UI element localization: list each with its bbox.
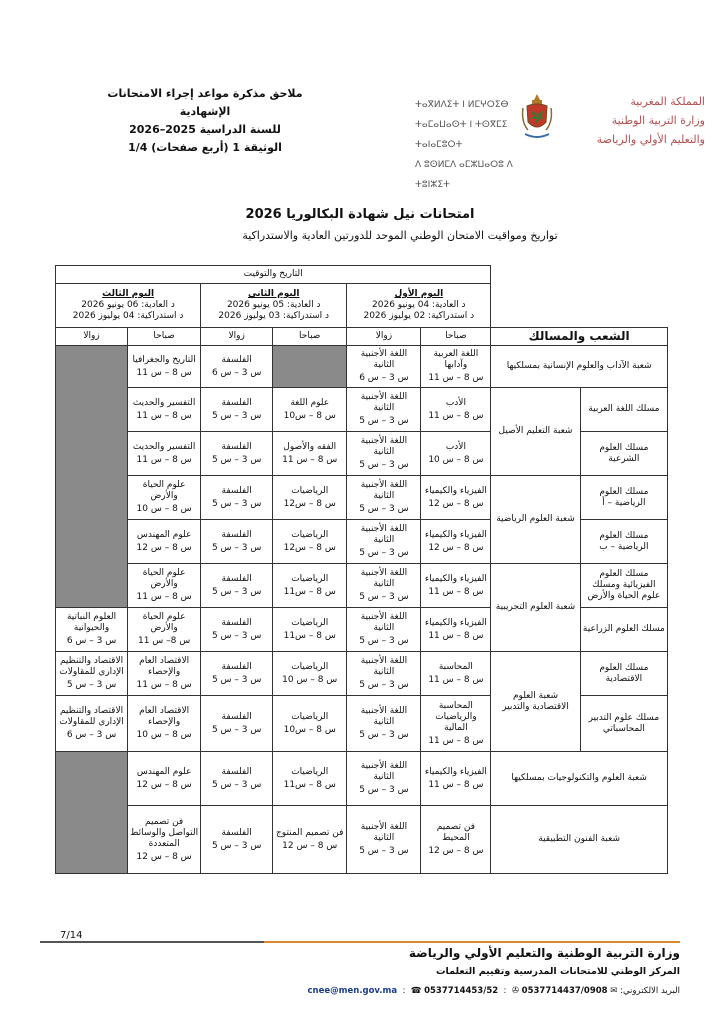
track-name: شعبة الآداب والعلوم الإنسانية بمسلكيها [491, 346, 668, 388]
subject-name: اللغة الأجنبية الثانية [360, 761, 408, 782]
exam-time: س 8 – س 11 [428, 410, 484, 421]
exam-time: س 8 – س 11 [136, 454, 192, 465]
exam-slot [273, 806, 347, 874]
exam-slot [347, 388, 421, 432]
exam-time: س 3 – س 5 [211, 542, 262, 553]
subject-name: الأدب [445, 397, 466, 408]
exam-time: س 3 – س 5 [359, 548, 409, 558]
table-row [56, 388, 668, 432]
exam-slot [421, 432, 491, 476]
fax-number: 0537714437/0908 [521, 986, 608, 996]
day3-afternoon-header: زوالا [56, 328, 128, 346]
subject-name: الاقتصاد والتنظيم الإداري للمقاولات [59, 656, 124, 677]
subject-name: علوم الحياة والأرض [142, 612, 186, 633]
day2-makeup-date: د استدراكية: 03 يوليوز 2026 [218, 311, 330, 321]
exam-time: س 3 – س 5 [211, 724, 262, 735]
exam-time: س 3 – س 5 [359, 592, 409, 602]
exam-time: س 8– س 11 [137, 636, 191, 646]
exam-slot [56, 608, 128, 652]
subject-name: اللغة الأجنبية الثانية [360, 480, 408, 501]
exam-slot [421, 346, 491, 388]
day3-header [56, 284, 201, 328]
subject-name: اللغة الأجنبية الثانية [360, 656, 408, 677]
branch-name: شعبة العلوم التجريبية [491, 564, 580, 652]
subject-name: العلوم النباتية والحيوانية [66, 612, 117, 633]
phone-icon: ☎ [410, 986, 422, 996]
exam-time: س 3 – س 5 [211, 498, 262, 509]
blocked-cell [56, 752, 128, 874]
subject-name: فن تصميم التواصل والوسائط المتعددة [130, 816, 199, 849]
subject-name: الرياضيات [291, 529, 329, 540]
day1-header [347, 284, 491, 328]
day1-name: اليوم الأول [394, 289, 444, 299]
exam-time: س 3 – س 5 [359, 504, 409, 514]
footer-ministry: وزارة التربية الوطنية والتعليم الأولي والرياضة [408, 946, 680, 960]
exam-slot [273, 652, 347, 696]
table-row [56, 564, 668, 608]
subject-name: الرياضيات [291, 573, 329, 584]
exam-time: س 8 – س10 [283, 724, 336, 735]
exam-slot [347, 476, 421, 520]
exam-slot [421, 806, 491, 874]
exam-slot [347, 520, 421, 564]
exam-slot [128, 432, 201, 476]
exam-time: س 8 – س 11 [136, 410, 192, 421]
subject-name: الفلسفة [221, 827, 252, 838]
subject-name: الرياضيات [291, 661, 329, 672]
subject-name: الفلسفة [221, 573, 252, 584]
exam-time: س 8 – س 12 [136, 851, 192, 862]
tracks-header: الشعب والمسالك [491, 328, 668, 346]
subject-name: الفلسفة [221, 529, 252, 540]
branch-name: شعبة العلوم الاقتصادية والتدبير [491, 652, 580, 752]
subject-name: الفلسفة [221, 397, 252, 408]
exam-slot [347, 608, 421, 652]
subject-name: الاقتصاد والتنظيم الإداري للمقاولات [59, 706, 124, 727]
exam-slot [421, 520, 491, 564]
subject-name: الفيزياء والكيمياء [424, 573, 487, 584]
track-name: مسلك علوم التدبير المحاسباتي [580, 696, 667, 752]
footer-center: المركز الوطني للامتحانات المدرسية وتقييم التعلمات [436, 966, 680, 977]
subject-name: اللغة الأجنبية الثانية [360, 349, 408, 370]
exam-time: س 8 – س 11 [282, 454, 338, 465]
subject-name: التاريخ والجغرافيا [132, 354, 196, 365]
exam-slot [421, 388, 491, 432]
exam-time: س 8 – س10 [283, 410, 336, 421]
exam-slot [128, 476, 201, 520]
exam-time: س 8 – س 11 [428, 373, 484, 383]
subject-name: اللغة الأجنبية الثانية [360, 524, 408, 545]
subject-name: الفلسفة [221, 617, 252, 628]
exam-time: س 8 – س11 [283, 779, 336, 790]
day3-makeup-date: د استدراكية: 04 يوليوز 2026 [72, 311, 184, 321]
email-label: البريد الالكتروني: [620, 986, 680, 996]
page-subtitle: تواريخ ومواقيت الامتحان الوطني الموحد للدورتين العادية والاستدراكية [242, 229, 558, 242]
day1-morning-header: صباحا [421, 328, 491, 346]
exam-time: س 8 – س11 [283, 630, 336, 641]
exam-slot [273, 752, 347, 806]
exam-time: س 8 – س 12 [282, 840, 338, 851]
exam-slot [421, 608, 491, 652]
day2-header [201, 284, 347, 328]
subject-name: الفيزياء والكيمياء [424, 485, 487, 496]
exam-slot [273, 432, 347, 476]
subject-name: الفلسفة [221, 711, 252, 722]
subject-name: التفسير والحديث [132, 441, 196, 452]
subject-name: التفسير والحديث [132, 397, 196, 408]
exam-slot [128, 346, 201, 388]
exam-time: س 3 – س 5 [359, 785, 409, 795]
kingdom-name: المملكة المغربية [630, 95, 705, 108]
exam-slot [273, 388, 347, 432]
page-number: 7/14 [60, 930, 83, 941]
exam-slot [273, 520, 347, 564]
day2-regular-date: د العادية: 05 يونيو 2026 [226, 300, 321, 310]
subject-name: فن تصميم المحيط [436, 822, 475, 843]
blocked-cell [273, 346, 347, 388]
subject-name: اللغة الأجنبية الثانية [360, 436, 408, 457]
exam-time: س 8 – س 12 [428, 542, 484, 553]
track-name: مسلك العلوم الشرعية [580, 432, 667, 476]
exam-slot [201, 806, 273, 874]
exam-time: س 8 – س 11 [136, 592, 192, 602]
ministry-name-line2: والتعليم الأولي والرياضة [596, 133, 705, 146]
subject-name: علوم اللغة [290, 397, 330, 408]
branch-name: شعبة العلوم الرياضية [491, 476, 580, 564]
subject-name: اللغة الأجنبية الثانية [360, 612, 408, 633]
exam-slot [273, 608, 347, 652]
subject-name: علوم الحياة والأرض [142, 568, 186, 589]
subject-name: الرياضيات [291, 766, 329, 777]
subject-name: الرياضيات [291, 617, 329, 628]
exam-slot [273, 476, 347, 520]
exam-slot [201, 432, 273, 476]
exam-time: س 8 – س 10 [282, 674, 338, 685]
subject-name: اللغة الأجنبية الثانية [360, 392, 408, 413]
table-row [56, 346, 668, 388]
subject-name: الفلسفة [221, 661, 252, 672]
subject-name: الاقتصاد العام والإحصاء [139, 706, 190, 727]
date-time-header: التاريخ والتوقيت [56, 266, 491, 284]
subject-name: علوم المهندس [136, 766, 192, 777]
note-title: ملاحق مذكرة مواعد إجراء الامتحانات الإشهادية [107, 87, 303, 118]
subject-name: الاقتصاد العام والإحصاء [139, 656, 190, 677]
day1-makeup-date: د استدراكية: 02 يوليوز 2026 [363, 311, 475, 321]
exam-time: س 8 – س 11 [428, 735, 484, 746]
day1-regular-date: د العادية: 04 يونيو 2026 [372, 300, 466, 310]
exam-time: س 8 – س 11 [428, 674, 484, 685]
track-name: شعبة العلوم والتكنولوجيات بمسلكيها [491, 752, 668, 806]
exam-time: س 3 – س 5 [211, 630, 262, 641]
exam-time: س 3 – س 5 [359, 680, 409, 690]
exam-time: س 8 – س 11 [428, 630, 484, 641]
exam-slot [201, 346, 273, 388]
exam-time: س 8 – س 12 [136, 779, 192, 790]
exam-slot [421, 652, 491, 696]
tifinagh-line3: ⴷ ⵓⵙⵍⵎⴷ ⴰⵎⵣⵡⴰⵔⵓ ⴷ ⵜⵓⵏⵣⵉⵜ [415, 160, 513, 190]
exam-slot [347, 696, 421, 752]
exam-time: س 8 – س 12 [428, 498, 484, 509]
day2-morning-header: صباحا [273, 328, 347, 346]
blank-corner [491, 284, 668, 328]
exam-slot [201, 752, 273, 806]
exam-slot [201, 652, 273, 696]
exam-time: س 3 – س 5 [359, 416, 409, 426]
exam-time: س 8 – س 11 [428, 779, 484, 790]
exam-time: س 3 – س 5 [66, 680, 117, 690]
table-row [56, 652, 668, 696]
exam-slot [201, 564, 273, 608]
exam-time: س 3 – س 5 [211, 586, 262, 597]
track-name: مسلك العلوم الرياضية – أ [580, 476, 667, 520]
subject-name: الرياضيات [291, 711, 329, 722]
exam-slot [201, 388, 273, 432]
exam-slot [347, 752, 421, 806]
exam-time: س 8 – س12 [283, 542, 336, 553]
track-name: شعبة الفنون التطبيقية [491, 806, 668, 874]
moroccan-coat-of-arms-icon [520, 92, 554, 142]
exam-slot [128, 696, 201, 752]
exam-time: س 8 – س 12 [428, 846, 484, 856]
exam-time: س 3 – س 5 [211, 410, 262, 421]
exam-time: س 8 – س11 [283, 586, 336, 597]
email-address[interactable]: cnee@men.gov.ma [307, 986, 398, 996]
exam-slot [201, 520, 273, 564]
exam-slot [421, 696, 491, 752]
table-row [56, 752, 668, 806]
footer-contact: البريد الالكتروني: ✉ cnee@men.gov.ma : ☎ 0537714453/52 : ✇ 0537714437/0908 [307, 986, 680, 996]
exam-slot [128, 608, 201, 652]
exam-time: س 3 – س 5 [211, 779, 262, 790]
subject-name: الفلسفة [221, 766, 252, 777]
exam-slot [273, 564, 347, 608]
exam-time: س 8 – س 11 [428, 586, 484, 597]
note-document: الوثيقة 1 (أربع صفحات) 1/4 [128, 141, 282, 154]
subject-name: المحاسبة [438, 661, 473, 672]
tifinagh-header [415, 95, 520, 195]
day3-name: اليوم الثالث [102, 289, 155, 299]
exam-slot [273, 696, 347, 752]
day2-afternoon-header: زوالا [201, 328, 273, 346]
note-year: للسنة الدراسية 2025–2026 [129, 123, 281, 136]
ministry-header-arabic [555, 92, 705, 149]
exam-slot [128, 752, 201, 806]
footer-rule [40, 941, 680, 943]
subject-name: الفقه والأصول [283, 441, 337, 452]
exam-time: س 8 – س 11 [136, 367, 192, 378]
track-name: مسلك العلوم الفيزيائية ومسلك علوم الحياة والأرض [580, 564, 667, 608]
exam-time: س 8 – س12 [283, 498, 336, 509]
track-name: مسلك العلوم الزراعية [580, 608, 667, 652]
exam-slot [128, 652, 201, 696]
subject-name: الأدب [445, 441, 466, 452]
subject-name: اللغة العربية وآدابها [433, 349, 479, 370]
day2-name: اليوم الثاني [247, 289, 300, 299]
branch-name: شعبة التعليم الأصيل [491, 388, 580, 476]
blank-corner [491, 266, 668, 284]
subject-name: المحاسبة والرياضيات المالية [435, 700, 477, 733]
exam-slot [128, 806, 201, 874]
table-row [56, 476, 668, 520]
exam-time: س 8 – س 10 [428, 454, 484, 465]
exam-slot [347, 432, 421, 476]
day3-morning-header: صباحا [128, 328, 201, 346]
exam-time: س 8 – س 10 [136, 504, 192, 514]
subject-name: اللغة الأجنبية الثانية [360, 568, 408, 589]
subject-name: الفيزياء والكيمياء [424, 529, 487, 540]
exam-slot [56, 696, 128, 752]
exam-slot [201, 476, 273, 520]
tifinagh-line2: ⵜⴰⵎⴰⵡⴰⵙⵜ ⵏ ⵜⵙⴳⵎⵉ ⵜⴰⵏⴰⵎⵓⵔⵜ [415, 120, 508, 150]
day3-regular-date: د العادية: 06 يونيو 2026 [81, 300, 175, 310]
exam-slot [347, 346, 421, 388]
exam-slot [201, 696, 273, 752]
exam-slot [128, 388, 201, 432]
exam-time: س 3 – س 6 [211, 367, 262, 378]
exam-time: س 8 – س 12 [136, 542, 192, 553]
exam-time: س 8 – س 10 [136, 730, 192, 740]
day1-afternoon-header: زوالا [347, 328, 421, 346]
exam-time: س 3 – س 6 [359, 373, 409, 383]
schedule-rows [56, 346, 668, 874]
exam-schedule-table [55, 265, 668, 874]
exam-time: س 3 – س 5 [211, 674, 262, 685]
exam-time: س 3 – س 5 [211, 840, 262, 851]
exam-time: س 8 – س 11 [136, 680, 192, 690]
tifinagh-line1: ⵜⴰⴳⵍⴷⵉⵜ ⵏ ⵍⵎⵖⵔⵉⴱ [415, 100, 509, 110]
exam-slot [128, 520, 201, 564]
exam-slot [347, 652, 421, 696]
page-title: امتحانات نيل شهادة البكالوريا 2026 [245, 207, 475, 222]
exam-time: س 3 – س 5 [359, 730, 409, 740]
track-name: مسلك اللغة العربية [580, 388, 667, 432]
note-reference-block [88, 85, 322, 157]
exam-time: س 3 – س 6 [66, 730, 117, 740]
subject-name: الرياضيات [291, 485, 329, 496]
exam-time: س 3 – س 5 [359, 636, 409, 646]
subject-name: اللغة الأجنبية الثانية [360, 822, 408, 843]
mail-icon: ✉ [610, 986, 618, 996]
exam-slot [421, 564, 491, 608]
subject-name: فن تصميم المنتوج [276, 827, 344, 838]
exam-time: س 3 – س 5 [359, 846, 409, 856]
exam-slot [56, 652, 128, 696]
track-name: مسلك العلوم الاقتصادية [580, 652, 667, 696]
exam-slot [201, 608, 273, 652]
phone-number: 0537714453/52 [424, 986, 499, 996]
subject-name: علوم الحياة والأرض [142, 480, 186, 501]
subject-name: اللغة الأجنبية الثانية [360, 706, 408, 727]
ministry-name-line1: وزارة التربية الوطنية [611, 114, 705, 127]
fax-icon: ✇ [511, 986, 519, 996]
exam-slot [347, 564, 421, 608]
subject-name: الفلسفة [221, 485, 252, 496]
subject-name: علوم المهندس [136, 529, 192, 540]
subject-name: الفيزياء والكيمياء [424, 766, 487, 777]
track-name: مسلك العلوم الرياضية – ب [580, 520, 667, 564]
exam-slot [421, 752, 491, 806]
exam-time: س 3 – س 6 [66, 636, 117, 646]
exam-time: س 3 – س 5 [359, 460, 409, 470]
exam-slot [128, 564, 201, 608]
subject-name: الفلسفة [221, 354, 252, 365]
subject-name: الفلسفة [221, 441, 252, 452]
blocked-cell [56, 346, 128, 608]
exam-slot [347, 806, 421, 874]
subject-name: الفيزياء والكيمياء [424, 617, 487, 628]
exam-slot [421, 476, 491, 520]
table-row [56, 806, 668, 874]
exam-time: س 3 – س 5 [211, 454, 262, 465]
